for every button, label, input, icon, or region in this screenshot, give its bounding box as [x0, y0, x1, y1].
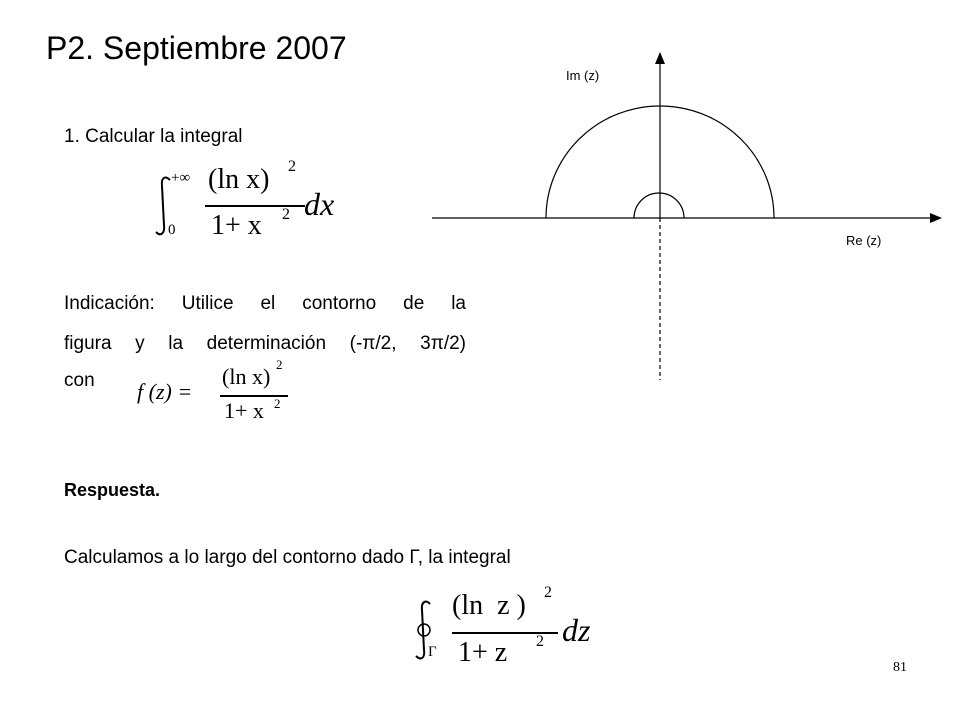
- denominator: 1+ x: [211, 210, 262, 241]
- hint-line-2: figura y la determinación (-π/2, 3π/2): [64, 333, 466, 354]
- gamma-subscript: Γ: [428, 644, 437, 660]
- re-axis-label: Re (z): [846, 233, 882, 248]
- calc-text: Calculamos a lo largo del contorno dado Γ, la integral: [64, 547, 511, 568]
- question-text: 1. Calcular la integral: [64, 126, 243, 147]
- contour-numerator: (ln z ): [452, 590, 526, 621]
- contour-denominator: 1+ z: [458, 637, 508, 668]
- f-numerator: (ln x): [222, 364, 271, 389]
- f-denominator: 1+ x: [224, 398, 264, 423]
- slide-title: P2. Septiembre 2007: [46, 30, 347, 66]
- real-axis-arrow: [930, 213, 942, 223]
- hint-line-1: Indicación: Utilice el contorno de la: [64, 293, 466, 314]
- page-number: 81: [893, 660, 907, 675]
- lower-limit: 0: [168, 222, 176, 238]
- numerator: (ln x): [208, 164, 270, 195]
- upper-limit: +∞: [171, 170, 191, 186]
- denominator-exponent: 2: [282, 206, 290, 223]
- f-lhs: f (z) =: [137, 379, 193, 404]
- small-semicircle: [634, 193, 684, 218]
- im-axis-label: Im (z): [566, 68, 600, 83]
- imaginary-axis-arrow: [655, 52, 665, 64]
- hint-line-3: con: [64, 370, 95, 391]
- contour-differential: dz: [562, 612, 591, 648]
- respuesta-heading: Respuesta.: [64, 480, 161, 500]
- f-numerator-exponent: 2: [276, 357, 283, 372]
- contour-denominator-exponent: 2: [536, 633, 544, 650]
- numerator-exponent: 2: [288, 158, 296, 175]
- f-denominator-exponent: 2: [274, 396, 281, 411]
- contour-numerator-exponent: 2: [544, 584, 552, 601]
- differential: dx: [304, 186, 335, 222]
